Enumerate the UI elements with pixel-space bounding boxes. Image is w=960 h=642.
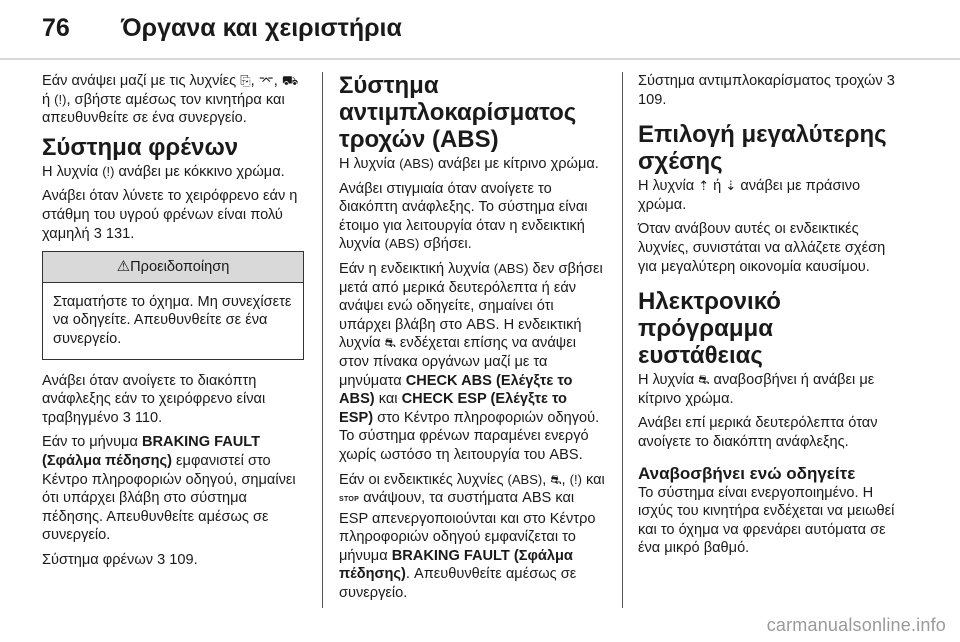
downshift-icon: ⇣ [725, 178, 737, 194]
esp-icon: ⛐ [550, 471, 562, 487]
coolant-temperature-icon: ⛟ [281, 73, 299, 88]
page-ref-link[interactable]: 131. [105, 225, 135, 242]
stop-icon: STOP [339, 496, 360, 504]
upshift-icon: ⇡ [698, 178, 710, 194]
page-ref-link[interactable]: 110. [134, 409, 163, 426]
page-ref-icon: 3 [93, 225, 102, 242]
brake-paragraph-1: Η λυχνία (!) ανάβει με κόκκινο χρώμα. [42, 163, 285, 180]
abs-paragraph-4: Εάν οι ενδεικτικές λυχνίες (ABS), ⛐, (!) και STOP ανάψουν, τα συστήματα ABS και ESP απενεργοποιούνται και στο Κέντρο πληροφοριών οδηγού εμφανίζεται το μήνυμα BRAKING FAULT (Σφάλμα πέδησης). Απευθυνθείτε αμέσως σε συνεργείο. [339, 471, 605, 602]
esp-icon: ⛐ [384, 335, 396, 351]
abs-paragraph-3: Εάν η ενδεικτική λυχνία (ABS) δεν σβήσει μετά από μερικά δευτερόλεπτα ή εάν ανάψει ενώ οδηγείτε, σημαίνει ότι υπάρχει βλάβη στο ABS. Η ενδεικτική λυχνία ⛐ ενδέχεται επίσης να ανάψει στον πίνακα οργάνων μαζί με τα μηνύματα CHECK ABS (Ελέγξτε το ABS) και CHECK ESP (Ελέγξτε το ESP) στο Κέντρο πληροφοριών οδηγού. Το σύστημα φρένων παραμένει ενεργό χωρίς ωστόσο τη λειτουργία του ABS. [339, 260, 603, 463]
blinking-paragraph: Το σύστημα είναι ενεργοποιημένο. Η ισχύς του κινητήρα ενδέχεται να μειωθεί και το όχημα να φρενάρει αυτόματα σε ένα μικρό βαθμό. [638, 484, 895, 557]
brake-system-heading: Σύστημα φρένων [42, 133, 239, 161]
abs-icon: (ABS) [384, 236, 420, 252]
abs-paragraph-1: Η λυχνία (ABS) ανάβει με κίτρινο χρώμα. [339, 156, 599, 172]
abs-icon: (ABS) [507, 471, 543, 487]
abs-icon: (ABS) [399, 156, 434, 171]
gear-paragraph-1: Η λυχνία ⇡ ή ⇣ ανάβει με πράσινο χρώμα. [638, 178, 861, 213]
abs-ref-paragraph: Σύστημα αντιμπλοκαρίσματος τροχών 3 109. [638, 73, 895, 108]
stability-paragraph-2: Ανάβει επί μερικά δευτερόλεπτα όταν ανοίγετε το διακόπτη ανάφλεξης. [638, 415, 878, 450]
abs-heading: Σύστημα αντιμπλοκαρίσματος τροχών (ABS) [339, 72, 577, 153]
abs-paragraph-2: Ανάβει στιγμιαία όταν ανοίγετε το διακόπτη ανάφλεξης. Το σύστημα είναι έτοιμο για λειτουργία όταν η ενδεικτική λυχνία (ABS) σβήσει. [339, 180, 588, 253]
watermark: carmanualsonline.info [766, 615, 946, 635]
column-2 [339, 72, 605, 609]
esp-icon: ⛐ [698, 372, 710, 388]
abs-icon: (ABS) [493, 260, 529, 276]
warning-triangle-icon: ⚠ [116, 258, 131, 276]
page-number: 76 [42, 14, 70, 42]
warning-body: Σταματήστε το όχημα. Μη συνεχίσετε να οδηγείτε. Απευθυνθείτε σε ένα συνεργείο. [53, 293, 292, 347]
column-1 [42, 72, 304, 575]
warning-header [43, 252, 303, 283]
page-ref-icon: 3 [886, 73, 895, 89]
brake-warning-icon: (!) [569, 471, 582, 487]
page-ref-link[interactable]: 109. [638, 91, 667, 108]
braking-fault-paragraph: Εάν το μήνυμα BRAKING FAULT (Σφάλμα πέδησης) εμφανιστεί στο Κέντρο πληροφοριών οδηγού, σημαίνει ότι υπάρχει βλάβη στο σύστημα πέδησης. Απευθυνθείτε αμέσως σε συνεργείο. [42, 434, 296, 544]
page-ref-link[interactable]: 109. [169, 551, 198, 568]
seat-belt-icon: ⎘ [240, 73, 251, 88]
stability-program-heading: Ηλεκτρονικό πρόγραμμα ευστάθειας [638, 288, 781, 370]
warning-box [42, 251, 304, 359]
brake-warning-icon: (!) [54, 91, 67, 107]
page-ref-icon: 3 [122, 409, 131, 426]
column-divider-2 [622, 72, 623, 608]
column-3 [638, 72, 904, 564]
brake-paragraph-2: Ανάβει όταν λύνετε το χειρόφρενο εάν η στάθμη του υγρού φρένων είναι πολύ χαμηλή 3 131. [42, 188, 298, 242]
gear-shift-heading: Επιλογή μεγαλύτερης σχέσης [638, 121, 887, 176]
blinking-heading: Αναβοσβήνει ενώ οδηγείτε [638, 463, 856, 483]
intro-paragraph: Εάν ανάψει μαζί με τις λυχνίες ⎘, ⌤, ⛟ ή (!), σβήστε αμέσως τον κινητήρα και απευθυνθείτε σε ένα συνεργείο. [42, 73, 299, 127]
warning-title: Προειδοποίηση [130, 259, 230, 276]
brake-system-ref: Σύστημα φρένων 3 109. [42, 551, 198, 568]
handbrake-paragraph: Ανάβει όταν ανοίγετε το διακόπτη ανάφλεξης εάν το χειρόφρενο είναι τραβηγμένο 3 110. [42, 372, 266, 426]
header-rule [0, 58, 960, 60]
brake-warning-icon: (!) [102, 163, 115, 179]
page-title: Όργανα και χειριστήρια [121, 14, 402, 42]
oil-pressure-icon: ⌤ [258, 73, 274, 88]
stability-paragraph-1: Η λυχνία ⛐ αναβοσβήνει ή ανάβει με κίτρινο χρώμα. [638, 372, 875, 407]
column-divider-1 [322, 72, 323, 608]
gear-paragraph-2: Όταν ανάβουν αυτές οι ενδεικτικές λυχνίες, συνιστάται να αλλάζετε σχέση για μεγαλύτερη οικονομία καυσίμου. [638, 221, 886, 275]
page-header [0, 0, 960, 64]
page-ref-icon: 3 [157, 551, 166, 568]
